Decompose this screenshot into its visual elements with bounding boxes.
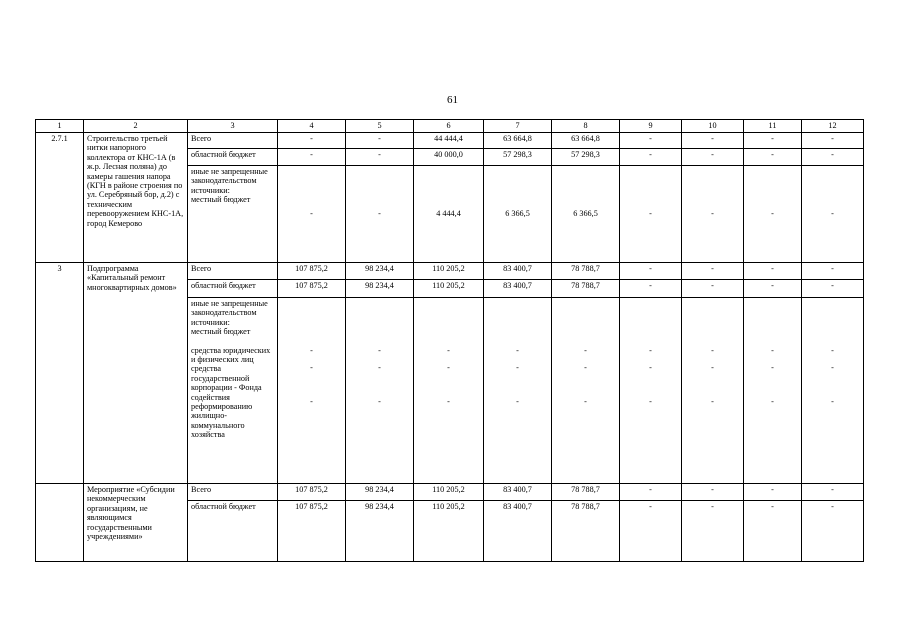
column-header: 2 (84, 120, 188, 133)
value-cell: 40 000,0 (414, 149, 484, 166)
value-stack (682, 298, 744, 484)
value-cell: - (744, 280, 802, 298)
value-cell: - (378, 363, 381, 373)
value-cell: - (620, 501, 682, 562)
page-number: 61 (447, 94, 458, 106)
value-cell: 110 205,2 (414, 280, 484, 298)
value-stack (484, 298, 552, 484)
value-cell: 98 234,4 (346, 501, 414, 562)
value-cell: 110 205,2 (414, 501, 484, 562)
funding-source-sub: местный бюджет (191, 327, 251, 337)
value-cell: 57 298,3 (484, 149, 552, 166)
value-cell: - (516, 396, 519, 406)
value-cell: 107 875,2 (278, 263, 346, 280)
value-cell: - (620, 149, 682, 166)
header-row (36, 120, 864, 133)
funding-source-label: иные не запрещенные законодательством источники: (191, 167, 268, 195)
table-row (36, 263, 864, 280)
value-cell: - (682, 149, 744, 166)
value-cell: - (378, 396, 381, 406)
value-cell: - (744, 166, 802, 263)
value-cell: 83 400,7 (484, 263, 552, 280)
value-cell: - (744, 484, 802, 501)
value-cell: - (744, 263, 802, 280)
value-cell: - (649, 363, 652, 373)
budget-table (35, 119, 864, 562)
column-header: 11 (744, 120, 802, 133)
table-row (36, 484, 864, 501)
row-number (36, 484, 84, 562)
value-cell: - (831, 363, 834, 373)
funding-source-label: средства государственной корпорации - Фонда содействия реформированию жилищно-коммунального хозяйства (191, 364, 262, 440)
value-cell: - (802, 133, 864, 149)
funding-source (188, 298, 278, 484)
value-cell: - (802, 166, 864, 263)
row-name: Мероприятие «Субсидии некоммерческим организациям, не являющимся государственными учреждениями» (84, 484, 188, 562)
value-cell: - (711, 396, 714, 406)
value-cell: 57 298,3 (552, 149, 620, 166)
value-cell: - (802, 484, 864, 501)
value-cell: 110 205,2 (414, 484, 484, 501)
value-cell: - (278, 166, 346, 263)
funding-source: Всего (188, 484, 278, 501)
value-cell: - (771, 396, 774, 406)
value-cell: - (310, 396, 313, 406)
value-cell: 63 664,8 (552, 133, 620, 149)
value-cell: - (771, 346, 774, 355)
funding-source: областной бюджет (188, 501, 278, 562)
value-cell: 110 205,2 (414, 263, 484, 280)
value-cell: 6 366,5 (552, 166, 620, 263)
value-cell: - (278, 133, 346, 149)
value-cell: - (620, 166, 682, 263)
value-cell: - (711, 363, 714, 373)
funding-source: областной бюджет (188, 280, 278, 298)
row-number: 2.7.1 (36, 133, 84, 263)
value-cell: - (620, 133, 682, 149)
column-header: 12 (802, 120, 864, 133)
value-stack (802, 298, 864, 484)
value-cell: 78 788,7 (552, 263, 620, 280)
value-cell: 98 234,4 (346, 263, 414, 280)
value-cell: - (310, 346, 313, 355)
value-cell: 6 366,5 (484, 166, 552, 263)
value-cell: - (744, 133, 802, 149)
column-header: 3 (188, 120, 278, 133)
value-cell: - (682, 501, 744, 562)
value-cell: - (447, 396, 450, 406)
funding-source: Всего (188, 133, 278, 149)
funding-source: областной бюджет (188, 149, 278, 166)
funding-source: Всего (188, 263, 278, 280)
value-cell: - (346, 133, 414, 149)
value-cell: 78 788,7 (552, 484, 620, 501)
funding-source-label: средства юридических и физических лиц (191, 345, 271, 365)
value-cell: - (802, 280, 864, 298)
value-cell: - (346, 166, 414, 263)
value-cell: 83 400,7 (484, 280, 552, 298)
column-header: 5 (346, 120, 414, 133)
column-header: 8 (552, 120, 620, 133)
value-cell: - (620, 263, 682, 280)
value-cell: - (584, 396, 587, 406)
value-cell: - (346, 149, 414, 166)
value-cell: - (802, 263, 864, 280)
value-cell: - (682, 263, 744, 280)
value-cell: - (278, 149, 346, 166)
row-name: Подпрограмма «Капитальный ремонт многоквартирных домов» (84, 263, 188, 484)
value-cell: - (771, 363, 774, 373)
value-cell: - (682, 280, 744, 298)
value-cell: - (802, 149, 864, 166)
value-stack (744, 298, 802, 484)
column-header: 6 (414, 120, 484, 133)
value-cell: - (584, 346, 587, 355)
row-name: Строительство третьей нитки напорного коллектора от КНС-1А (в ж.р. Лесная поляна) до камеры гашения напора (КГН в районе строения по ул. Серебряный бор, д.2) с техническим перевооружением КНС-1А, город Кемерово (84, 133, 188, 263)
column-header: 7 (484, 120, 552, 133)
value-cell: 98 234,4 (346, 484, 414, 501)
value-cell: - (682, 166, 744, 263)
value-cell: - (682, 133, 744, 149)
value-cell: - (447, 346, 450, 355)
funding-source-sub: местный бюджет (191, 195, 251, 205)
column-header: 9 (620, 120, 682, 133)
column-header: 1 (36, 120, 84, 133)
funding-source-label: иные не запрещенные законодательством источники: (191, 299, 268, 327)
value-cell: - (744, 501, 802, 562)
value-cell: 44 444,4 (414, 133, 484, 149)
funding-source (188, 166, 278, 263)
value-cell: - (744, 149, 802, 166)
value-cell: - (831, 346, 834, 355)
value-cell: - (310, 363, 313, 373)
value-stack (346, 298, 414, 484)
value-cell: 78 788,7 (552, 501, 620, 562)
value-stack (278, 298, 346, 484)
value-cell: - (620, 484, 682, 501)
value-cell: - (447, 363, 450, 373)
value-cell: - (682, 484, 744, 501)
value-cell: 98 234,4 (346, 280, 414, 298)
column-header: 10 (682, 120, 744, 133)
value-cell: 78 788,7 (552, 280, 620, 298)
value-cell: - (711, 346, 714, 355)
value-stack (620, 298, 682, 484)
value-cell: 4 444,4 (414, 166, 484, 263)
value-cell: 83 400,7 (484, 484, 552, 501)
value-cell: - (516, 346, 519, 355)
value-cell: 107 875,2 (278, 280, 346, 298)
value-stack (414, 298, 484, 484)
value-cell: - (649, 346, 652, 355)
value-cell: - (802, 501, 864, 562)
value-stack (552, 298, 620, 484)
value-cell: - (378, 346, 381, 355)
value-cell: - (620, 280, 682, 298)
row-number: 3 (36, 263, 84, 484)
value-cell: - (516, 363, 519, 373)
table-row (36, 133, 864, 149)
value-cell: - (584, 363, 587, 373)
value-cell: - (649, 396, 652, 406)
value-cell: 83 400,7 (484, 501, 552, 562)
value-cell: - (831, 396, 834, 406)
value-cell: 107 875,2 (278, 484, 346, 501)
value-cell: 63 664,8 (484, 133, 552, 149)
column-header: 4 (278, 120, 346, 133)
value-cell: 107 875,2 (278, 501, 346, 562)
